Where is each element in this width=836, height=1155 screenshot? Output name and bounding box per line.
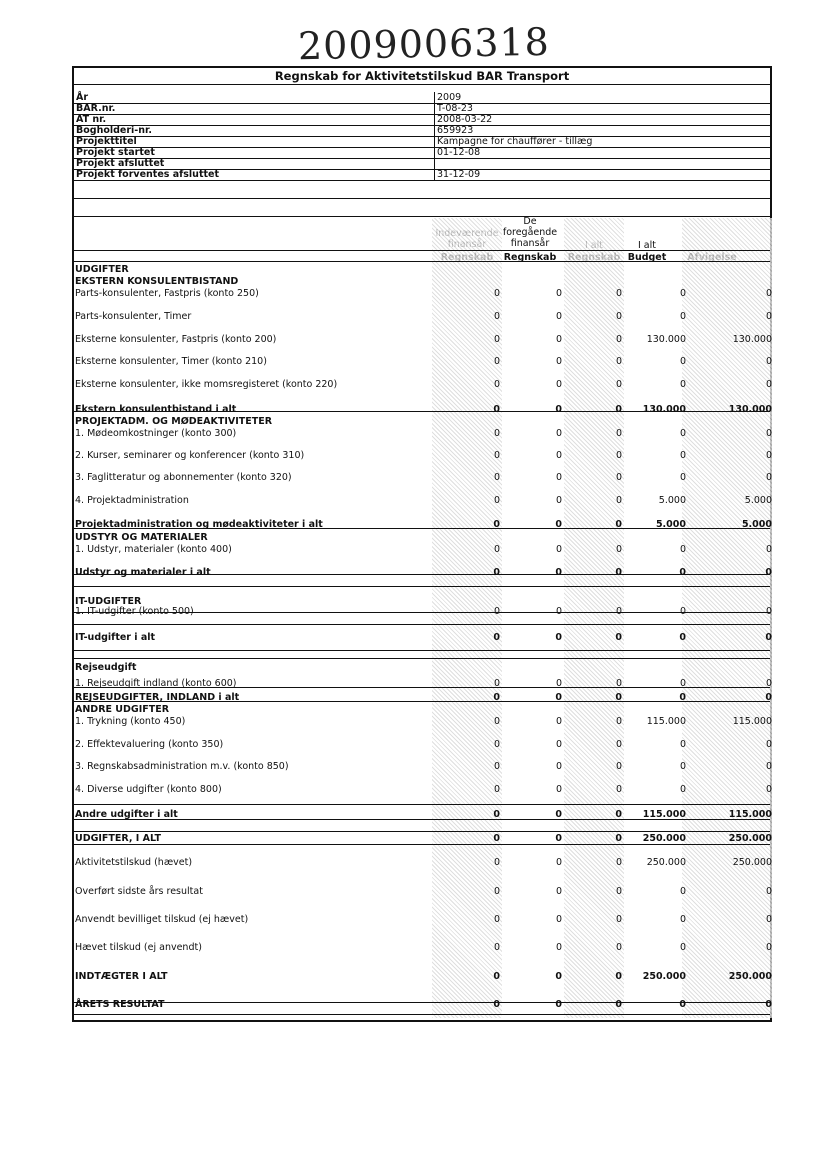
table-row bbox=[74, 276, 770, 287]
cell-col1: 0 bbox=[493, 495, 500, 506]
table-row bbox=[74, 334, 770, 345]
cell-col5: 0 bbox=[765, 784, 772, 795]
cell-col5: 0 bbox=[765, 544, 772, 555]
cell-col1: 0 bbox=[493, 472, 500, 483]
cell-col2: 0 bbox=[555, 567, 562, 578]
row-label: Projektadministration og mødeaktiviteter i alt bbox=[75, 519, 323, 530]
cell-col1: 0 bbox=[493, 761, 500, 772]
cell-col4: 0 bbox=[679, 739, 686, 750]
table-rule bbox=[74, 216, 770, 217]
cell-col4: 0 bbox=[679, 886, 686, 897]
row-label: Rejseudgift bbox=[75, 662, 137, 673]
cell-col4: 0 bbox=[679, 311, 686, 322]
cell-col1: 0 bbox=[493, 606, 500, 617]
cell-col4: 0 bbox=[679, 472, 686, 483]
table-row bbox=[74, 692, 770, 703]
table-rule bbox=[74, 261, 770, 262]
cell-col4: 0 bbox=[679, 356, 686, 367]
cell-col1: 0 bbox=[493, 716, 500, 727]
cell-col5: 250.000 bbox=[732, 857, 772, 868]
cell-col2: 0 bbox=[555, 519, 562, 530]
cell-col5: 0 bbox=[765, 356, 772, 367]
cell-col1: 0 bbox=[493, 567, 500, 578]
cell-col4: 0 bbox=[679, 428, 686, 439]
table-row bbox=[74, 567, 770, 578]
cell-col5: 115.000 bbox=[732, 716, 772, 727]
cell-col3: 0 bbox=[615, 914, 622, 925]
cell-col4: 130.000 bbox=[642, 404, 686, 415]
cell-col2: 0 bbox=[555, 450, 562, 461]
cell-col2: 0 bbox=[555, 288, 562, 299]
row-label: 3. Faglitteratur og abonnementer (konto 320) bbox=[75, 472, 292, 483]
cell-col4: 250.000 bbox=[646, 857, 686, 868]
meta-key: Projekttitel bbox=[76, 136, 137, 147]
row-label: IT-udgifter i alt bbox=[75, 632, 156, 643]
cell-col2: 0 bbox=[555, 472, 562, 483]
table-row bbox=[74, 311, 770, 322]
meta-key: Projekt forventes afsluttet bbox=[76, 169, 220, 180]
cell-col3: 0 bbox=[615, 450, 622, 461]
cell-col4: 0 bbox=[679, 544, 686, 555]
cell-col2: 0 bbox=[555, 857, 562, 868]
table-row bbox=[74, 632, 770, 643]
table-rule bbox=[74, 1014, 770, 1015]
row-label: Eksterne konsulenter, Timer (konto 210) bbox=[75, 356, 267, 367]
cell-col3: 0 bbox=[615, 784, 622, 795]
table-row bbox=[74, 264, 770, 275]
cell-col5: 0 bbox=[765, 999, 772, 1010]
cell-col2: 0 bbox=[555, 971, 562, 982]
cell-col2: 0 bbox=[555, 356, 562, 367]
cell-col1: 0 bbox=[493, 356, 500, 367]
cell-col2: 0 bbox=[555, 334, 562, 345]
row-label: 1. IT-udgifter (konto 500) bbox=[75, 606, 194, 617]
cell-col4: 0 bbox=[679, 942, 686, 953]
cell-col3: 0 bbox=[615, 678, 622, 689]
cell-col5: 130.000 bbox=[728, 404, 772, 415]
table-row bbox=[74, 716, 770, 727]
cell-col5: 130.000 bbox=[732, 334, 772, 345]
cell-col2: 0 bbox=[555, 942, 562, 953]
table-row bbox=[74, 532, 770, 543]
table-rule bbox=[74, 624, 770, 625]
cell-col5: 0 bbox=[765, 739, 772, 750]
table-rule bbox=[74, 831, 770, 832]
cell-col1: 0 bbox=[493, 428, 500, 439]
cell-col3: 0 bbox=[615, 692, 622, 703]
row-label: Parts-konsulenter, Fastpris (konto 250) bbox=[75, 288, 259, 299]
cell-col1: 0 bbox=[493, 886, 500, 897]
row-label: PROJEKTADM. OG MØDEAKTIVITETER bbox=[75, 416, 273, 427]
cell-col4: 0 bbox=[679, 914, 686, 925]
meta-row bbox=[74, 169, 770, 181]
form-title: Regnskab for Aktivitetstilskud BAR Transport bbox=[74, 68, 770, 85]
cell-col1: 0 bbox=[493, 784, 500, 795]
row-label: ANDRE UDGIFTER bbox=[75, 704, 170, 715]
table-row bbox=[74, 606, 770, 617]
table-row bbox=[74, 356, 770, 367]
cell-col2: 0 bbox=[555, 886, 562, 897]
table-row bbox=[74, 942, 770, 953]
row-label: Aktivitetstilskud (hævet) bbox=[75, 857, 193, 868]
cell-col2: 0 bbox=[555, 914, 562, 925]
cell-col4: 0 bbox=[679, 379, 686, 390]
cell-col5: 250.000 bbox=[728, 971, 772, 982]
cell-col5: 0 bbox=[765, 632, 772, 643]
meta-key: Projekt startet bbox=[76, 147, 155, 158]
table-row bbox=[74, 662, 770, 673]
row-label: IT-UDGIFTER bbox=[75, 596, 142, 607]
handwritten-document-number: 2009006318 bbox=[297, 19, 551, 69]
row-label: Eksterne konsulenter, ikke momsregisteret (konto 220) bbox=[75, 379, 338, 390]
cell-col4: 0 bbox=[679, 450, 686, 461]
row-label: Parts-konsulenter, Timer bbox=[75, 311, 192, 322]
table-row bbox=[74, 450, 770, 461]
cell-col4: 250.000 bbox=[642, 833, 686, 844]
row-label: 4. Diverse udgifter (konto 800) bbox=[75, 784, 222, 795]
cell-col3: 0 bbox=[615, 761, 622, 772]
cell-col5: 0 bbox=[765, 472, 772, 483]
cell-col4: 250.000 bbox=[642, 971, 686, 982]
cell-col4: 0 bbox=[679, 784, 686, 795]
cell-col1: 0 bbox=[493, 404, 500, 415]
cell-col2: 0 bbox=[555, 632, 562, 643]
cell-col3: 0 bbox=[615, 495, 622, 506]
table-row bbox=[74, 914, 770, 925]
table-row bbox=[74, 472, 770, 483]
cell-col4: 5.000 bbox=[658, 495, 686, 506]
cell-col3: 0 bbox=[615, 567, 622, 578]
cell-col4: 130.000 bbox=[646, 334, 686, 345]
col4-header: Budget bbox=[627, 252, 667, 263]
row-label: 2. Kurser, seminarer og konferencer (konto 310) bbox=[75, 450, 305, 461]
table-row bbox=[74, 678, 770, 689]
table-row bbox=[74, 761, 770, 772]
table-rule bbox=[74, 650, 770, 651]
cell-col5: 5.000 bbox=[744, 495, 772, 506]
table-rule bbox=[74, 658, 770, 659]
table-row bbox=[74, 288, 770, 299]
cell-col2: 0 bbox=[555, 833, 562, 844]
row-label: Ekstern konsulentbistand i alt bbox=[75, 404, 237, 415]
table-row bbox=[74, 971, 770, 982]
table-row bbox=[74, 704, 770, 715]
table-rule bbox=[74, 804, 770, 805]
meta-value: T-08-23 bbox=[434, 103, 770, 114]
cell-col3: 0 bbox=[615, 472, 622, 483]
cell-col5: 0 bbox=[765, 311, 772, 322]
cell-col4: 0 bbox=[679, 692, 686, 703]
row-label: 2. Effektevaluering (konto 350) bbox=[75, 739, 224, 750]
meta-key: AT nr. bbox=[76, 114, 107, 125]
cell-col1: 0 bbox=[493, 632, 500, 643]
cell-col1: 0 bbox=[493, 692, 500, 703]
row-label: Overført sidste års resultat bbox=[75, 886, 203, 897]
cell-col2: 0 bbox=[555, 739, 562, 750]
row-label: UDGIFTER bbox=[75, 264, 129, 275]
table-row bbox=[74, 857, 770, 868]
meta-value bbox=[434, 158, 770, 169]
row-label: Hævet tilskud (ej anvendt) bbox=[75, 942, 202, 953]
cell-col2: 0 bbox=[555, 784, 562, 795]
cell-col3: 0 bbox=[615, 311, 622, 322]
meta-value: 01-12-08 bbox=[434, 147, 770, 158]
cell-col4: 0 bbox=[679, 999, 686, 1010]
cell-col5: 0 bbox=[765, 678, 772, 689]
cell-col3: 0 bbox=[615, 288, 622, 299]
cell-col5: 115.000 bbox=[728, 809, 772, 820]
cell-col5: 0 bbox=[765, 692, 772, 703]
table-row bbox=[74, 886, 770, 897]
row-label: 3. Regnskabsadministration m.v. (konto 850) bbox=[75, 761, 289, 772]
cell-col4: 0 bbox=[679, 567, 686, 578]
cell-col1: 0 bbox=[493, 739, 500, 750]
cell-col4: 5.000 bbox=[655, 519, 686, 530]
table-row bbox=[74, 809, 770, 820]
col4-top-header: I alt bbox=[637, 240, 656, 251]
cell-col5: 0 bbox=[765, 567, 772, 578]
table-rule bbox=[74, 198, 770, 199]
cell-col3: 0 bbox=[615, 971, 622, 982]
cell-col3: 0 bbox=[615, 606, 622, 617]
cell-col3: 0 bbox=[615, 334, 622, 345]
cell-col2: 0 bbox=[555, 999, 562, 1010]
cell-col5: 0 bbox=[765, 450, 772, 461]
table-row bbox=[74, 739, 770, 750]
cell-col3: 0 bbox=[615, 809, 622, 820]
cell-col5: 0 bbox=[765, 428, 772, 439]
cell-col1: 0 bbox=[493, 999, 500, 1010]
row-label: 4. Projektadministration bbox=[75, 495, 189, 506]
cell-col2: 0 bbox=[555, 809, 562, 820]
cell-col5: 5.000 bbox=[741, 519, 772, 530]
table-row bbox=[74, 519, 770, 530]
cell-col4: 0 bbox=[679, 606, 686, 617]
cell-col5: 0 bbox=[765, 606, 772, 617]
table-row bbox=[74, 784, 770, 795]
table-row bbox=[74, 544, 770, 555]
cell-col5: 0 bbox=[765, 761, 772, 772]
cell-col5: 0 bbox=[765, 886, 772, 897]
table-row bbox=[74, 833, 770, 844]
cell-col3: 0 bbox=[615, 356, 622, 367]
row-label: 1. Udstyr, materialer (konto 400) bbox=[75, 544, 232, 555]
cell-col2: 0 bbox=[555, 761, 562, 772]
row-label: Andre udgifter i alt bbox=[75, 809, 178, 820]
meta-key: Bogholderi-nr. bbox=[76, 125, 152, 136]
cell-col1: 0 bbox=[493, 914, 500, 925]
row-label: INDTÆGTER I ALT bbox=[75, 971, 168, 982]
cell-col1: 0 bbox=[493, 544, 500, 555]
cell-col2: 0 bbox=[555, 678, 562, 689]
row-label: EKSTERN KONSULENTBISTAND bbox=[75, 276, 239, 287]
cell-col1: 0 bbox=[493, 519, 500, 530]
cell-col2: 0 bbox=[555, 379, 562, 390]
table-row bbox=[74, 416, 770, 427]
meta-value: Kampagne for chauffører - tillæg bbox=[434, 136, 770, 147]
cell-col2: 0 bbox=[555, 544, 562, 555]
table-row bbox=[74, 999, 770, 1010]
cell-col3: 0 bbox=[615, 404, 622, 415]
meta-key: BAR.nr. bbox=[76, 103, 116, 114]
table-rule bbox=[74, 844, 770, 845]
accounting-form bbox=[72, 66, 772, 1022]
row-label: 1. Rejseudgift indland (konto 600) bbox=[75, 678, 237, 689]
cell-col3: 0 bbox=[615, 632, 622, 643]
cell-col2: 0 bbox=[555, 716, 562, 727]
col2-top-header: De foregående finansår bbox=[502, 216, 558, 249]
cell-col4: 0 bbox=[679, 632, 686, 643]
cell-col1: 0 bbox=[493, 833, 500, 844]
cell-col3: 0 bbox=[615, 833, 622, 844]
row-label: Anvendt bevilliget tilskud (ej hævet) bbox=[75, 914, 249, 925]
cell-col2: 0 bbox=[555, 311, 562, 322]
cell-col3: 0 bbox=[615, 886, 622, 897]
cell-col2: 0 bbox=[555, 428, 562, 439]
cell-col2: 0 bbox=[555, 495, 562, 506]
row-label: REJSEUDGIFTER, INDLAND i alt bbox=[75, 692, 240, 703]
cell-col2: 0 bbox=[555, 692, 562, 703]
cell-col3: 0 bbox=[615, 379, 622, 390]
cell-col1: 0 bbox=[493, 379, 500, 390]
meta-key: Projekt afsluttet bbox=[76, 158, 165, 169]
table-row bbox=[74, 428, 770, 439]
row-label: 1. Trykning (konto 450) bbox=[75, 716, 186, 727]
cell-col1: 0 bbox=[493, 288, 500, 299]
cell-col4: 115.000 bbox=[642, 809, 686, 820]
cell-col5: 250.000 bbox=[728, 833, 772, 844]
cell-col4: 0 bbox=[679, 678, 686, 689]
cell-col3: 0 bbox=[615, 544, 622, 555]
row-label: 1. Mødeomkostninger (konto 300) bbox=[75, 428, 237, 439]
cell-col1: 0 bbox=[493, 450, 500, 461]
cell-col3: 0 bbox=[615, 428, 622, 439]
meta-value: 2008-03-22 bbox=[434, 114, 770, 125]
cell-col3: 0 bbox=[615, 716, 622, 727]
meta-value: 2009 bbox=[434, 92, 770, 103]
cell-col2: 0 bbox=[555, 606, 562, 617]
cell-col3: 0 bbox=[615, 857, 622, 868]
cell-col3: 0 bbox=[615, 739, 622, 750]
cell-col1: 0 bbox=[493, 942, 500, 953]
meta-key: År bbox=[76, 92, 89, 103]
cell-col3: 0 bbox=[615, 519, 622, 530]
cell-col1: 0 bbox=[493, 971, 500, 982]
table-row bbox=[74, 495, 770, 506]
table-rule bbox=[74, 1020, 770, 1021]
row-label: UDSTYR OG MATERIALER bbox=[75, 532, 208, 543]
row-label: UDGIFTER, I ALT bbox=[75, 833, 161, 844]
cell-col5: 0 bbox=[765, 942, 772, 953]
row-label: Udstyr og materialer i alt bbox=[75, 567, 211, 578]
row-label: ÅRETS RESULTAT bbox=[75, 999, 165, 1010]
cell-col1: 0 bbox=[493, 311, 500, 322]
cell-col3: 0 bbox=[615, 942, 622, 953]
cell-col4: 115.000 bbox=[646, 716, 686, 727]
table-rule bbox=[74, 586, 770, 587]
cell-col1: 0 bbox=[493, 857, 500, 868]
cell-col3: 0 bbox=[615, 999, 622, 1010]
cell-col1: 0 bbox=[493, 334, 500, 345]
cell-col5: 0 bbox=[765, 379, 772, 390]
cell-col1: 0 bbox=[493, 809, 500, 820]
cell-col4: 0 bbox=[679, 288, 686, 299]
table-row bbox=[74, 404, 770, 415]
cell-col4: 0 bbox=[679, 761, 686, 772]
meta-value: 31-12-09 bbox=[434, 169, 770, 180]
row-label: Eksterne konsulenter, Fastpris (konto 200) bbox=[75, 334, 277, 345]
table-row bbox=[74, 379, 770, 390]
cell-col5: 0 bbox=[765, 288, 772, 299]
cell-col1: 0 bbox=[493, 678, 500, 689]
cell-col5: 0 bbox=[765, 914, 772, 925]
table-rule bbox=[74, 250, 770, 251]
col2-header: Regnskab bbox=[503, 252, 557, 263]
meta-value: 659923 bbox=[434, 125, 770, 136]
cell-col2: 0 bbox=[555, 404, 562, 415]
